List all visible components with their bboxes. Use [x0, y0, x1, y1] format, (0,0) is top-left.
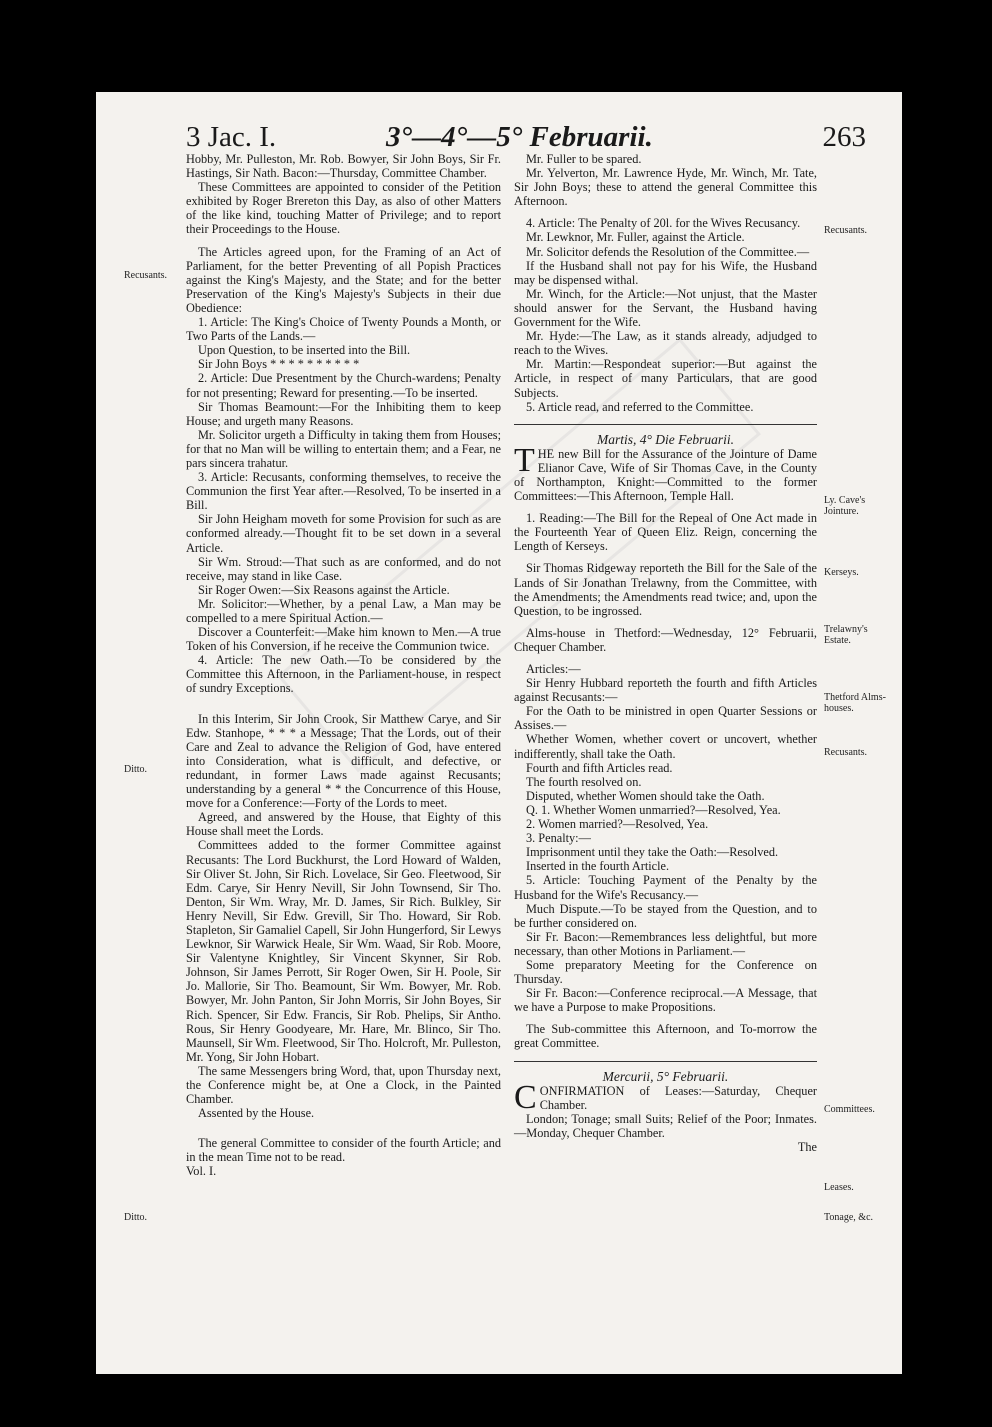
paragraph: For the Oath to be ministred in open Quarter Sessions or Assises.—	[514, 704, 817, 733]
paragraph: In this Interim, Sir John Crook, Sir Matthew Carye, and Sir Edw. Stanhope, * * * a Message; That the Lords, out of their Care and Zeal to advance the Religion of God, have entered into Consideration, what is difficult, and defective, or redundant, in former Laws made against Recusants; understanding by a general * * the Concurrence of this House, move for a Conference:—Forty of the Lords to meet.	[186, 711, 501, 811]
paragraph: Upon Question, to be inserted into the Bill.	[198, 343, 411, 358]
paragraph: The Articles agreed upon, for the Framing of an Act of Parliament, for the better Preventing of all Popish Practices against the King's Majesty, and the State; and for the better Preservation of the King's Majesty's Subjects in their due Obedience:	[186, 244, 501, 315]
paragraph: 2. Women married?—Resolved, Yea.	[526, 817, 709, 832]
margin-note: Committees.	[824, 1104, 875, 1115]
paragraph: Discover a Counterfeit:—Make him known to Men.—A true Token of his Conversion, if he receive the Communion twice.	[186, 625, 501, 654]
paragraph: 5. Article: Touching Payment of the Penalty by the Husband for the Wife's Recusancy.—	[514, 873, 817, 902]
paragraph: The general Committee to consider of the fourth Article; and in the mean Time not to be read.	[186, 1136, 501, 1165]
paragraph: Assented by the House.	[198, 1106, 315, 1121]
paragraph: Imprisonment until they take the Oath:—Resolved.	[526, 845, 779, 860]
paragraph: These Committees are appointed to consider of the Petition exhibited by Roger Brereton this Day, as also of other Matters of the like kind, touching Matter of Privilege; and to report their Proceedings to the House.	[186, 180, 501, 237]
paragraph: Fourth and fifth Articles read.	[526, 760, 673, 775]
section-rule	[514, 1061, 817, 1062]
margin-note: Recusants.	[824, 225, 868, 236]
paragraph: 1. Reading:—The Bill for the Repeal of One Act made in the Fourteenth Year of Queen Eliz. Reign, concerning the Length of Kerseys.	[514, 511, 817, 554]
paragraph: 2. Article: Due Presentment by the Church-wardens; Penalty for not presenting; Reward for presenting.—To be inserted.	[186, 371, 501, 400]
journal-page	[96, 92, 902, 1374]
paragraph: Mr. Solicitor:—Whether, by a penal Law, a Man may be compelled to a mere Spiritual Action.—	[186, 596, 501, 625]
paragraph: Much Dispute.—To be stayed from the Question, and to be further considered on.	[514, 901, 817, 930]
paragraph: Sir Thomas Ridgeway reporteth the Bill for the Sale of the Lands of Sir Jonathan Trelawny, from the Committee, with the Amendments; the Amendments read twice; and, upon the Question, to be ingrossed.	[514, 561, 817, 618]
paragraph: 1. Article: The King's Choice of Twenty Pounds a Month, or Two Parts of the Lands.—	[186, 315, 501, 344]
drop-cap: T	[514, 441, 535, 479]
volume-footer: Vol. I.	[186, 1164, 217, 1179]
paragraph: Sir John Heigham moveth for some Provision for such as are conformed already.—Thought fit to be set down in a several Article.	[186, 512, 501, 555]
margin-note: Thetford Alms-houses.	[824, 692, 886, 714]
paragraph: Sir Roger Owen:—Six Reasons against the Article.	[198, 582, 450, 597]
paragraph: CONFIRMATION of Leases:—Saturday, Chequer Chamber.	[514, 1078, 817, 1116]
paragraph: Mr. Fuller to be spared.	[526, 152, 642, 166]
paragraph: Mr. Solicitor defends the Resolution of the Committee.—	[526, 244, 810, 259]
paragraph: The fourth resolved on.	[526, 774, 642, 789]
paragraph: 4. Article: The Penalty of 20l. for the Wives Recusancy.	[526, 216, 801, 231]
paragraph: Mr. Lewknor, Mr. Fuller, against the Article.	[526, 230, 745, 245]
day-heading-mercurii: Mercurii, 5° Februarii.	[602, 1068, 729, 1084]
paragraph: Whether Women, whether covert or uncovert, whether indifferently, shall take the Oath.	[514, 732, 817, 761]
paragraph: Sir John Boys * * * * * * * * * *	[198, 357, 360, 372]
catchword: The	[797, 1140, 817, 1154]
paragraph: Mr. Hyde:—The Law, as it stands already, adjudged to reach to the Wives.	[514, 329, 817, 358]
paragraph: Sir Fr. Bacon:—Conference reciprocal.—A Message, that we have a Purpose to make Propositions.	[514, 986, 817, 1015]
paragraph: 4. Article: The new Oath.—To be considered by the Committee this Afternoon, in the Parliament-house, in respect of sundry Exceptions.	[186, 653, 501, 696]
paragraph: 3. Penalty:—	[526, 831, 591, 846]
paragraph: Mr. Martin:—Respondeat superior:—But against the Article, in respect of many Particulars, that are good Subjects.	[514, 357, 817, 400]
paragraph: Alms-house in Thetford:—Wednesday, 12° Februarii, Chequer Chamber.	[514, 625, 817, 654]
paragraph: THE new Bill for the Assurance of the Jointure of Dame Elianor Cave, Wife of Sir Thomas Cave, in the County of Northampton, Knight:—Committed to the former Committees:—This Afternoon, Temple Hall.	[514, 441, 817, 504]
header-dates: 3°—4°—5° Februarii.	[386, 121, 653, 153]
drop-cap: C	[514, 1078, 537, 1116]
header-regnal-year: 3 Jac. I.	[186, 121, 277, 153]
margin-note: Recusants.	[824, 747, 868, 758]
paragraph: The Sub-committee this Afternoon, and To-morrow the great Committee.	[514, 1022, 817, 1051]
paragraph: Committees added to the former Committee against Recusants: The Lord Buckhurst, the Lord Howard of Walden, Sir Oliver St. John, Sir Rich. Lovelace, Sir Geo. Fleetwood, Sir Edm. Carye, Sir Henry Nevill, Sir John Townsend, Sir Tho. Denton, Sir Wm. Wray, Mr. D. James, Sir Rich. Bulkley, Sir Henry Nevill, Sir Edw. Grevill, Sir Tho. Howard, Sir Rob. Stapleton, Sir Gamaliel Capell, Sir John Hungerford, Sir Lewys Lewknor, Sir Warwick Heale, Sir Wm. Waad, Sir Rob. Moore, Sir Valentyne Knightley, Sir Vincent Skynner, Sir Rob. Johnson, Sir James Perrott, Sir Roger Owen, Sir H. Poole, Sir Jo. Mallorie, Sir Tho. Beamount, Sir Wm. Bowyer, Mr. Rob. Bowyer, Mr. John Panton, Sir John Morris, Sir John Boyes, Sir Rich. Spencer, Sir Edw. Francis, Sir Rob. Phelips, Sir Antho. Rous, Sir Henry Goodyeare, Mr. Hare, Mr. Blinco, Sir Tho. Maunsell, Sir Wm. Fleetwood, Sir Tho. Holcroft, Mr. Pulleston, Mr. Yong, Sir John Hobart.	[186, 838, 501, 1064]
paragraph: 3. Article: Recusants, conforming themselves, to receive the Communion the first Year after.—Resolved, To be inserted in a Bill.	[186, 470, 501, 513]
page-number: 263	[822, 121, 866, 153]
paragraph: Inserted in the fourth Article.	[526, 859, 670, 874]
paragraph: 5. Article read, and referred to the Committee.	[526, 399, 754, 414]
paragraph: Sir Wm. Stroud:—That such as are conformed, and do not receive, may stand in like Case.	[186, 554, 501, 583]
paragraph: Agreed, and answered by the House, that Eighty of this House shall meet the Lords.	[186, 810, 501, 839]
paragraph: Mr. Solicitor urgeth a Difficulty in taking them from Houses; for that no Man will be willing to entertain them; and a Fear, ne pars sincera trahatur.	[186, 427, 501, 470]
paragraph: Sir Henry Hubbard reporteth the fourth and fifth Articles against Recusants:—	[514, 676, 817, 705]
margin-note: Leases.	[824, 1182, 854, 1193]
margin-note: Ditto.	[124, 1212, 148, 1223]
paragraph: Mr. Yelverton, Mr. Lawrence Hyde, Mr. Winch, Mr. Tate, Sir John Boys; these to attend the general Committee this Afternoon.	[514, 166, 817, 209]
paragraph: The same Messengers bring Word, that, upon Thursday next, the Conference might be, at One a Clock, in the Painted Chamber.	[186, 1063, 501, 1107]
paragraph: Q. 1. Whether Women unmarried?—Resolved, Yea.	[526, 802, 781, 817]
section-rule	[514, 424, 817, 425]
paragraph: London; Tonage; small Suits; Relief of the Poor; Inmates.—Monday, Chequer Chamber.	[514, 1111, 817, 1140]
paragraph: Some preparatory Meeting for the Conference on Thursday.	[514, 957, 817, 987]
margin-note: Trelawny's Estate.	[824, 624, 868, 646]
margin-note: Ly. Cave's Jointure.	[824, 495, 866, 517]
left-column	[186, 152, 501, 1179]
margin-note: Tonage, &c.	[824, 1212, 874, 1223]
margin-note: Kerseys.	[824, 567, 859, 578]
paragraph: If the Husband shall not pay for his Wife, the Husband may be dispensed withal.	[514, 258, 817, 287]
margin-note: Ditto.	[124, 764, 148, 775]
paragraph: Hobby, Mr. Pulleston, Mr. Rob. Bowyer, Sir John Boys, Sir Fr. Hastings, Sir Nath. Bacon:—Thursday, Committee Chamber.	[186, 152, 501, 181]
paragraph: Mr. Winch, for the Article:—Not unjust, that the Master should answer for the Servant, the Husband having Government for the Wife.	[514, 286, 817, 330]
paragraph: Sir Thomas Beamount:—For the Inhibiting them to keep House; and urgeth many Reasons.	[186, 399, 501, 428]
paragraph: Sir Fr. Bacon:—Remembrances less delightful, but more necessary, than other Motions in Parliament.—	[514, 929, 817, 958]
day-heading-martis: Martis, 4° Die Februarii.	[596, 431, 735, 447]
right-column	[514, 152, 817, 1154]
paragraph: Disputed, whether Women should take the Oath.	[526, 788, 765, 803]
paragraph: Articles:—	[526, 662, 581, 676]
margin-note: Recusants.	[124, 270, 168, 281]
